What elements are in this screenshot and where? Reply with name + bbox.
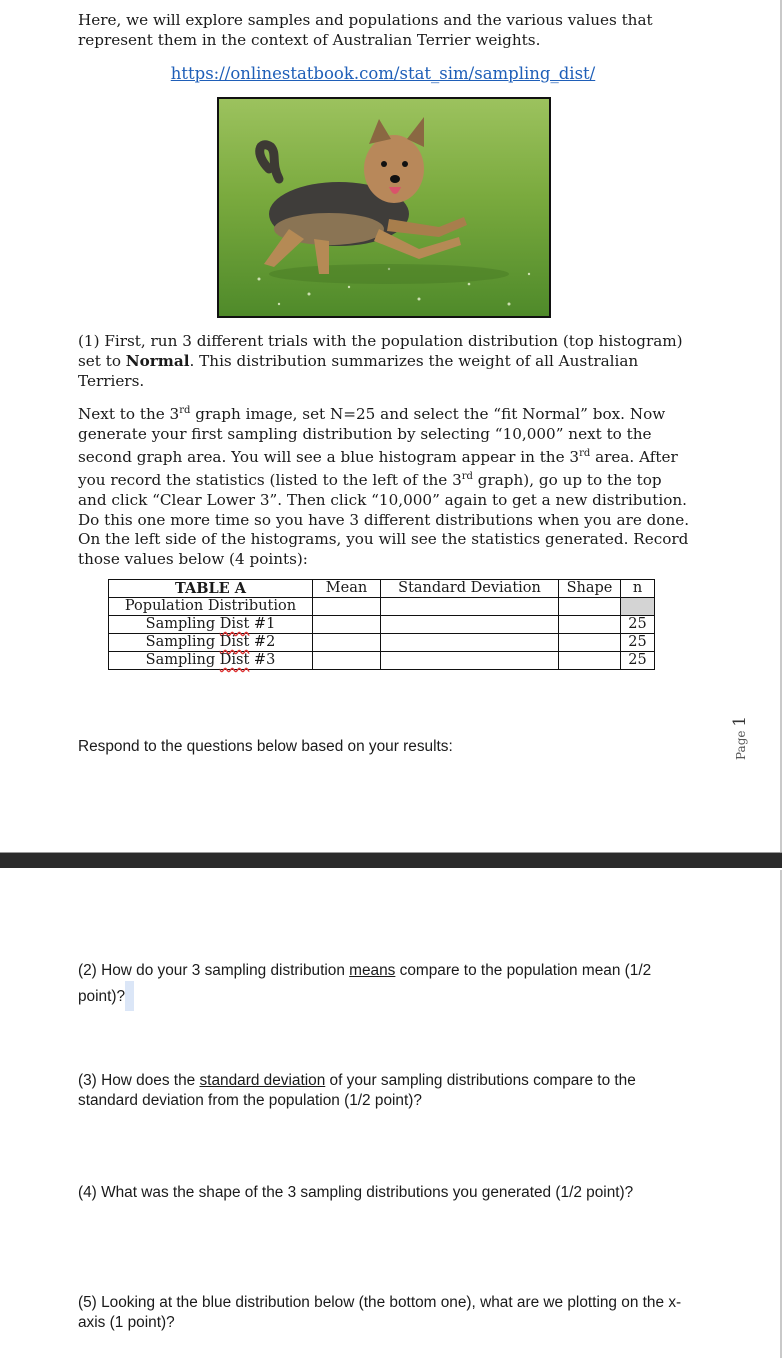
q3-text-end: of your sampling distributions compare to the standard deviation from the population (1/2 point)?: [78, 1072, 636, 1109]
row-label-text: Sampling: [145, 652, 220, 668]
shape-cell[interactable]: [559, 598, 621, 616]
row-label-number: #3: [249, 652, 276, 668]
row-label-number: #2: [249, 634, 276, 650]
table-header-cell: n: [621, 580, 655, 598]
q2-underlined: means: [349, 962, 396, 979]
sampling-dist-link[interactable]: https://onlinestatbook.com/stat_sim/sampling_dist/: [170, 64, 596, 83]
q2-text-end: compare to the population mean (1/2 point)?: [78, 962, 652, 1005]
mean-cell[interactable]: [313, 616, 381, 634]
superscript: rd: [579, 448, 591, 460]
q1-p2-text: graph image, set N=25 and select the “fit Normal” box. Now generate your first sampling distribution by selecting “10,000” next to the second graph area. You will see a blue histogram appear in the 3: [78, 405, 666, 467]
table-row: [109, 652, 655, 670]
sampling-dist-link-line: [0, 63, 766, 85]
sd-cell[interactable]: [381, 634, 559, 652]
n-cell: [621, 598, 655, 616]
sd-cell[interactable]: [381, 598, 559, 616]
terrier-illustration: [219, 99, 549, 316]
mean-cell[interactable]: [313, 652, 381, 670]
intro-paragraph: Here, we will explore samples and populations and the various values that represent them in the context of Australian Terrier weights.: [78, 11, 653, 49]
question-5: (5) Looking at the blue distribution below (the bottom one), what are we plotting on the x-axis (1 point)?: [78, 1294, 682, 1331]
question-3: [78, 1071, 690, 1111]
mean-cell[interactable]: [313, 598, 381, 616]
q1-p2-text: Next to the 3: [78, 405, 180, 424]
n-cell: 25: [621, 652, 655, 670]
page-number-label: [730, 700, 750, 760]
row-label: Population Distribution: [109, 598, 313, 616]
row-label-text: Sampling: [145, 616, 220, 632]
q1-p1-bold: Normal: [125, 352, 190, 370]
table-header-cell: Mean: [313, 580, 381, 598]
table-a: [108, 579, 655, 670]
mean-cell[interactable]: [313, 634, 381, 652]
table-row: [109, 634, 655, 652]
q1-paragraph-2: [78, 401, 690, 530]
table-header-cell: TABLE A: [109, 580, 313, 598]
row-label-text: Sampling: [145, 634, 220, 650]
row-label-misspelled: Dist: [219, 616, 250, 632]
page-number-text: [730, 700, 750, 760]
row-label-misspelled: Dist: [219, 634, 250, 650]
table-header-cell: Standard Deviation: [381, 580, 559, 598]
terrier-photo: [217, 97, 551, 318]
q1-paragraph-3: On the left side of the histograms, you will see the statistics generated. Record those values below (4 points):: [78, 530, 689, 568]
n-cell: 25: [621, 616, 655, 634]
row-label: [109, 616, 313, 634]
row-label-number: #1: [249, 616, 276, 632]
superscript: rd: [461, 471, 473, 483]
n-cell: 25: [621, 634, 655, 652]
question-2: [78, 961, 690, 1011]
text-cursor[interactable]: [125, 981, 134, 1011]
shape-cell[interactable]: [559, 634, 621, 652]
q1-p1-text-end: . This distribution summarizes the weight of all Australian Terriers.: [78, 352, 639, 390]
shape-cell[interactable]: [559, 652, 621, 670]
sd-cell[interactable]: [381, 652, 559, 670]
q3-text: (3) How does the: [78, 1072, 200, 1089]
superscript: rd: [179, 405, 191, 416]
table-header-row: [109, 580, 655, 598]
q1-paragraph-1: [78, 331, 690, 391]
q1-p1-text: (1) First, run 3 different trials with the population distribution (top histogram) set to: [78, 332, 683, 370]
row-label: [109, 634, 313, 652]
table-row: [109, 598, 655, 616]
respond-instruction: Respond to the questions below based on your results:: [78, 738, 453, 755]
page-word: Page: [734, 730, 748, 760]
page-break: [0, 853, 782, 868]
q3-underlined: standard deviation: [199, 1072, 326, 1089]
row-label: [109, 652, 313, 670]
question-4: (4) What was the shape of the 3 sampling distributions you generated (1/2 point)?: [78, 1184, 634, 1201]
q1-p2-text: area. After you record the statistics (listed to the left of the 3: [78, 448, 678, 490]
shape-cell[interactable]: [559, 616, 621, 634]
table-row: [109, 616, 655, 634]
page-number: 1: [730, 715, 750, 727]
table-header-cell: Shape: [559, 580, 621, 598]
sd-cell[interactable]: [381, 616, 559, 634]
q1-p2-text: graph), go up to the top and click “Clear Lower 3”. Then click “10,000” again to get a new distribution. Do this one more time so you have 3 different distributions when you are done.: [78, 471, 690, 530]
q2-text: (2) How do your 3 sampling distribution: [78, 962, 350, 979]
row-label-misspelled: Dist: [219, 652, 250, 668]
